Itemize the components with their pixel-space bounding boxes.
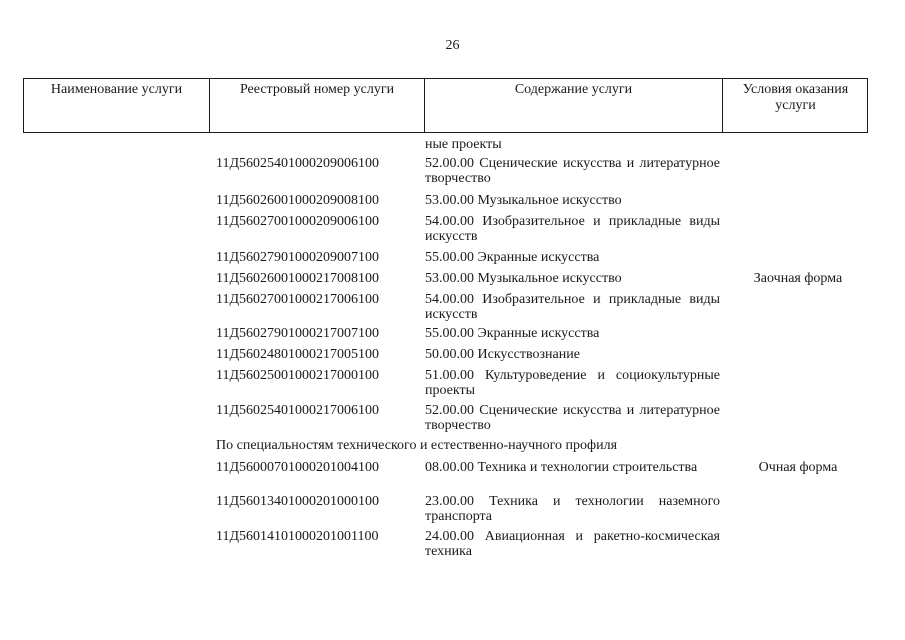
header-conditions: Условия оказания услуги xyxy=(742,82,849,113)
registry-number: 11Д56025401000209006100 xyxy=(216,156,380,171)
service-content: 52.00.00 Сценические искусства и литературное творчество xyxy=(425,403,720,433)
service-content: 24.00.00 Авиационная и ракетно-космическая техника xyxy=(425,529,720,559)
service-content: 51.00.00 Культуроведение и социокультурные проекты xyxy=(425,368,720,398)
registry-number: 11Д56025001000217000100 xyxy=(216,368,380,383)
service-content: 54.00.00 Изобразительное и прикладные виды искусств xyxy=(425,292,720,322)
header-content: Содержание услуги xyxy=(514,82,633,97)
service-content: 53.00.00 Музыкальное искусство xyxy=(425,271,622,286)
registry-number: 11Д56026001000209008100 xyxy=(216,193,380,208)
registry-number: 11Д56025401000217006100 xyxy=(216,403,380,418)
header-registry: Реестровый номер услуги xyxy=(239,82,395,97)
registry-number: 11Д56027001000209006100 xyxy=(216,214,380,229)
registry-number: 11Д56013401000201000100 xyxy=(216,494,380,509)
registry-number: 11Д56014101000201001100 xyxy=(216,529,379,544)
registry-number: 11Д56027001000217006100 xyxy=(216,292,380,307)
service-condition: Заочная форма xyxy=(753,271,843,286)
service-content: 08.00.00 Техника и технологии строительства xyxy=(425,460,698,475)
group-title: По специальностям технического и естественно-научного профиля xyxy=(216,438,618,453)
service-content: 53.00.00 Музыкальное искусство xyxy=(425,193,622,208)
service-content: 55.00.00 Экранные искусства xyxy=(425,326,600,341)
registry-number: 11Д56000701000201004100 xyxy=(216,460,380,475)
service-content: 54.00.00 Изобразительное и прикладные виды искусств xyxy=(425,214,720,244)
header-name: Наименование услуги xyxy=(50,82,183,97)
service-content: 23.00.00 Техника и технологии наземного транспорта xyxy=(425,494,720,524)
registry-number: 11Д56024801000217005100 xyxy=(216,347,380,362)
registry-number: 11Д56027901000209007100 xyxy=(216,250,380,265)
service-content: 52.00.00 Сценические искусства и литературное творчество xyxy=(425,156,720,186)
content-text: ные проекты xyxy=(425,137,502,152)
service-content: 55.00.00 Экранные искусства xyxy=(425,250,600,265)
registry-number: 11Д56027901000217007100 xyxy=(216,326,380,341)
page-number: 26 xyxy=(445,38,460,53)
service-condition: Очная форма xyxy=(758,460,838,475)
table-header xyxy=(23,78,868,133)
service-content: 50.00.00 Искусствознание xyxy=(425,347,580,362)
registry-number: 11Д56026001000217008100 xyxy=(216,271,380,286)
